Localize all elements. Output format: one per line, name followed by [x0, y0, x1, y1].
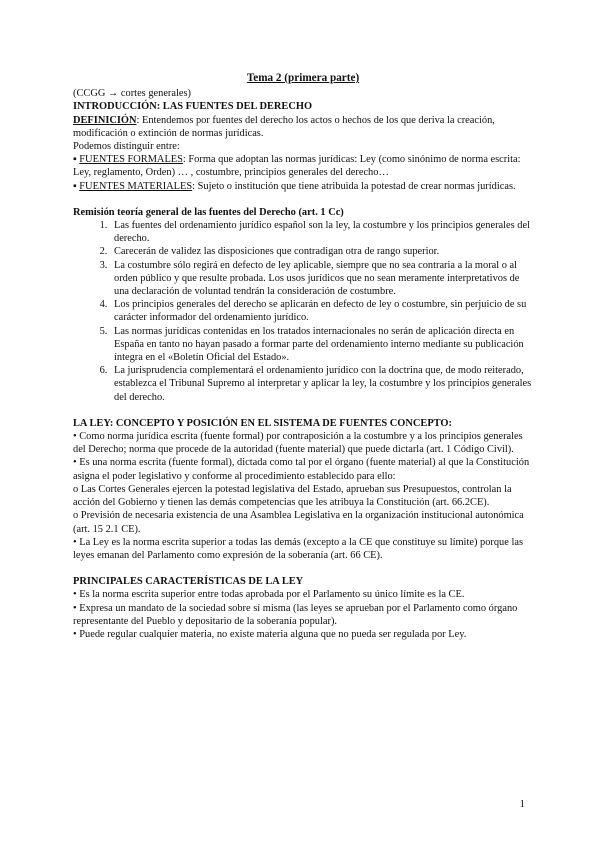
- ley-paragraph: o Previsión de necesaria existencia de una Asamblea Legislativa en la organización institucional autonómica (art. 15 2.1 CE).: [73, 510, 524, 535]
- definicion-text: : Entendemos por fuentes del derecho los actos o hechos de los que deriva la creación, modificación o extinción de normas jurídicas.: [73, 114, 495, 139]
- list-item: 2. Carecerán de validez las disposiciones que contradigan otra de rango superior.: [110, 245, 533, 258]
- list-item: 4. Los principios generales del derecho se aplicarán en defecto de ley o costumbre, sin perjuicio de su carácter informador del ordenamiento jurídico.: [110, 298, 533, 324]
- definicion-label: DEFINICIÓN: [73, 114, 137, 126]
- ley-heading: LA LEY: CONCEPTO Y POSICIÓN EN EL SISTEMA DE FUENTES CONCEPTO:: [73, 417, 452, 429]
- ley-paragraph: o Las Cortes Generales ejercen la potestad legislativa del Estado, aprueban sus Presupuestos, controlan la acción del Gobierno y tienen las demás competencias que les atribuya la Constitución (art. 66.2CE).: [73, 483, 512, 509]
- list-item: 3. La costumbre sólo regirá en defecto de ley aplicable, siempre que no sea contraria a la moral o al orden público y que resulte probada. Los usos jurídicos que no sean meramente interpretativos de una declaración de voluntad tendrán la consideración de costumbre.: [110, 259, 533, 299]
- podemos-text: Podemos distinguir entre:: [73, 141, 180, 153]
- fuentes-formales-paragraph: [73, 153, 533, 179]
- caracteristicas-heading: PRINCIPALES CARACTERÍSTICAS DE LA LEY: [73, 576, 304, 588]
- bullet: ▪: [73, 154, 80, 166]
- fuentes-materiales-paragraph: [73, 180, 533, 193]
- ley-paragraph: • Es una norma escrita (fuente formal), dictada como tal por el órgano (fuente material) al que la Constitución asigna el poder legislativo y conforme al procedimiento establecido para ello:: [73, 457, 530, 482]
- definicion-paragraph: [73, 114, 533, 140]
- fuentes-formales-text: : Forma que adoptan las normas jurídicas: Ley (como sinónimo de norma escrita: Ley, reglamento, Orden) … , costumbre, principios generales del derecho…: [73, 154, 521, 179]
- fuentes-formales-label: FUENTES FORMALES: [79, 154, 183, 166]
- remision-heading: Remisión teoría general de las fuentes del Derecho (art. 1 Cc): [73, 206, 344, 218]
- ley-paragraph: • La Ley es la norma escrita superior a todas las demás (excepto a la CE que constituye su límite) porque las leyes emanan del Parlamento como expresión de la soberanía (art. 66 CE).: [73, 536, 523, 561]
- list-item: 6. La jurisprudencia complementará el ordenamiento jurídico con la doctrina que, de modo reiterado, establezca el Tribunal Supremo al interpretar y aplicar la ley, la costumbre y los principios generales del derecho.: [110, 364, 533, 404]
- list-item: 1. Las fuentes del ordenamiento jurídico español son la ley, la costumbre y los principios generales del derecho.: [110, 219, 533, 245]
- page-number: 1: [519, 798, 525, 810]
- intro-heading: INTRODUCCIÓN: LAS FUENTES DEL DERECHO: [73, 101, 313, 113]
- document-title: Tema 2 (primera parte): [246, 72, 360, 84]
- ccgg-note: (CCGG → cortes generales): [73, 88, 192, 100]
- caracteristica-paragraph: • Puede regular cualquier materia, no existe materia alguna que no pueda ser regulada por Ley.: [73, 628, 467, 640]
- ley-paragraph: • Como norma jurídica escrita (fuente formal) por contraposición a la costumbre y a los principios generales del Derecho; norma que procede de la autoridad (fuente material) que puede dictarla (art. 1 Código Civil).: [73, 431, 523, 456]
- caracteristica-paragraph: • Expresa un mandato de la sociedad sobre sí misma (las leyes se aprueban por el Parlamento como órgano representante del Pueblo y depositario de la soberanía popular).: [73, 602, 518, 627]
- fuentes-materiales-label: FUENTES MATERIALES: [79, 180, 193, 192]
- bullet: ▪: [73, 180, 80, 192]
- fuentes-materiales-text: : Sujeto o institución que tiene atribuida la potestad de crear normas jurídicas.: [192, 180, 516, 192]
- document-page: [73, 72, 533, 641]
- list-item: 5. Las normas jurídicas contenidas en los tratados internacionales no serán de aplicación directa en España en tanto no hayan pasado a formar parte del ordenamiento interno mediante su publicación íntegra en el «Boletín Oficial del Estado».: [110, 325, 533, 365]
- caracteristica-paragraph: • Es la norma escrita superior entre todas aprobada por el Parlamento su único límite es la CE.: [73, 589, 465, 601]
- article-list: [73, 219, 533, 404]
